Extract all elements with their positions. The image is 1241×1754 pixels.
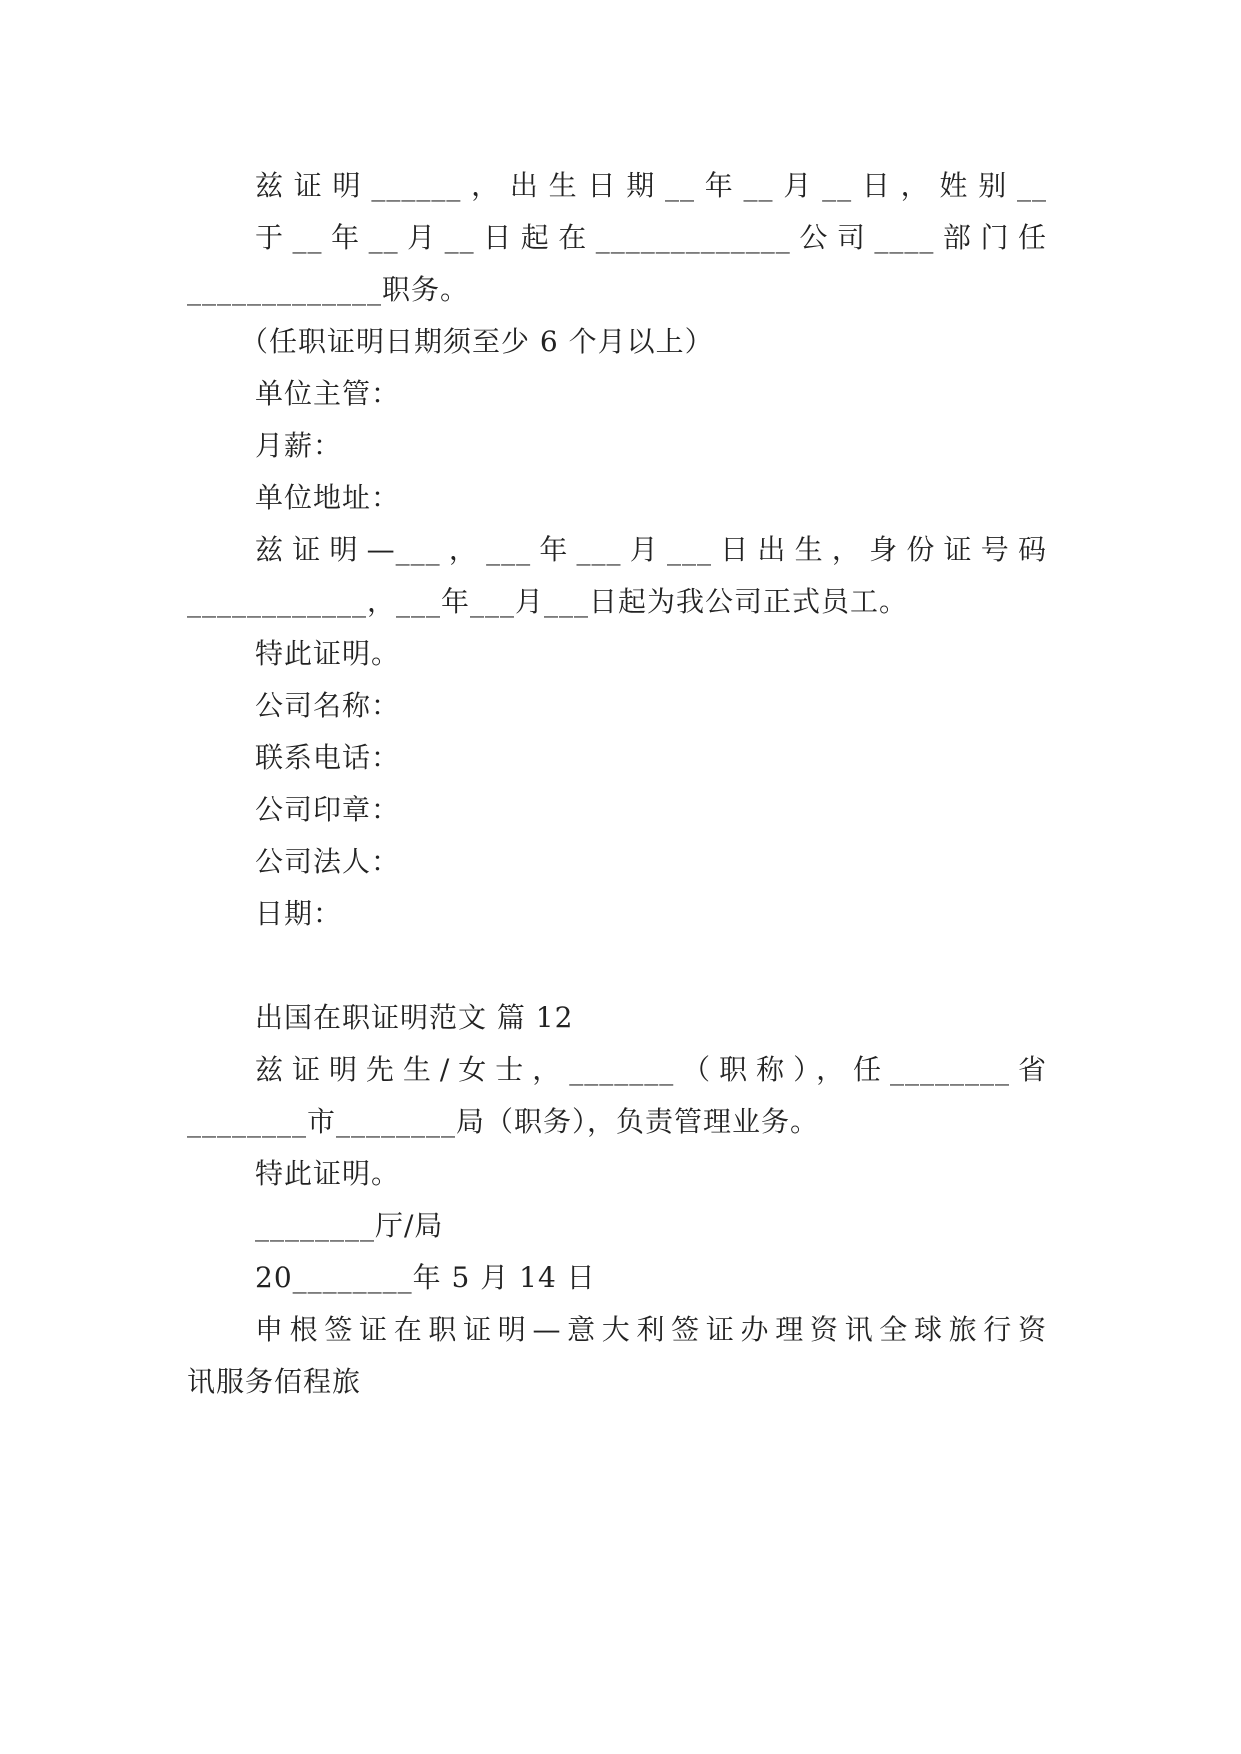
section-heading: 出国在职证明范文 篇 12: [255, 1001, 574, 1034]
bureau-line: ________厅/局: [255, 1209, 444, 1242]
certify-line-2: 于__年__月__日起在_____________公司____部门任: [255, 221, 1047, 254]
certify-line-4: 兹证明—___，___年___月___日出生，身份证号码: [255, 533, 1047, 566]
special-certify: 特此证明。: [255, 637, 401, 670]
certify-line-1: 兹证明______，出生日期__年__月__日，姓别__: [255, 169, 1047, 202]
salary-label: 月薪：: [255, 429, 343, 462]
issue-date-line: 20________年 5 月 14 日: [255, 1261, 596, 1294]
legal-person-label: 公司法人：: [255, 845, 401, 878]
company-name-label: 公司名称：: [255, 689, 401, 722]
certify-b-line-2: ________市________局（职务），负责管理业务。: [187, 1105, 820, 1138]
footer-line-2: 讯服务佰程旅: [187, 1365, 362, 1398]
certify-b-line-1: 兹证明先生/女士，_______（职称），任________省: [255, 1053, 1047, 1086]
certify-line-5: ____________，___年___月___日起为我公司正式员工。: [187, 585, 909, 618]
address-label: 单位地址：: [255, 481, 401, 514]
certify-line-3: _____________职务。: [187, 273, 470, 306]
note-line: （任职证明日期须至少 6 个月以上）: [240, 325, 714, 358]
supervisor-label: 单位主管：: [255, 377, 401, 410]
special-certify-b: 特此证明。: [255, 1157, 401, 1190]
phone-label: 联系电话：: [255, 741, 401, 774]
footer-line-1: 申根签证在职证明—意大利签证办理资讯全球旅行资: [255, 1313, 1047, 1346]
date-label: 日期：: [255, 897, 343, 930]
seal-label: 公司印章：: [255, 793, 401, 826]
